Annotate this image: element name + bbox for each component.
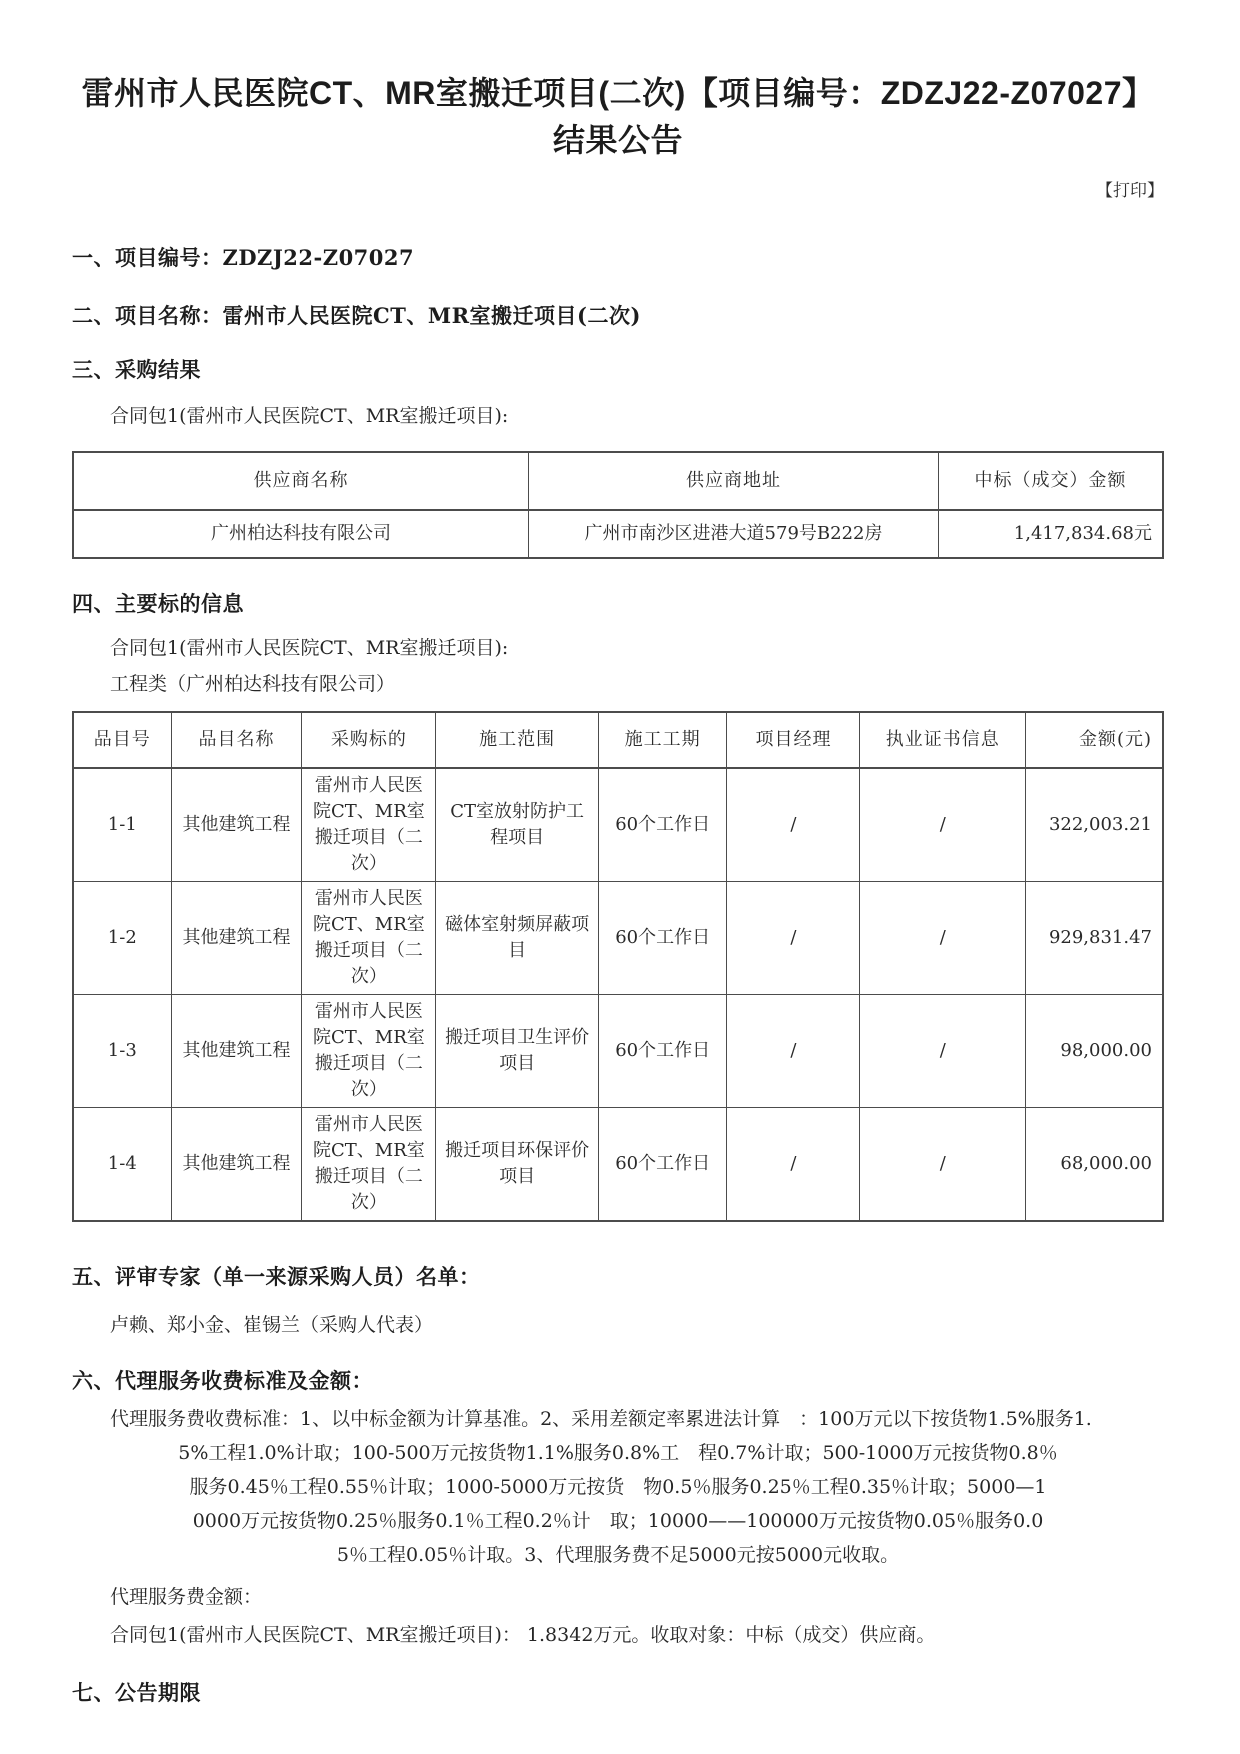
fee-standard-line: 5%工程1.0%计取；100-500万元按货物1.1%服务0.8%工 程0.7%计取；500-1000万元按货物0.8％ — [178, 1442, 1058, 1464]
supplier-result-table — [72, 451, 1164, 559]
contract-package-line: 合同包1(雷州市人民医院CT、MR室搬迁项目): — [110, 405, 509, 427]
section-heading-project-number: 一、项目编号：ZDZJ22-Z07027 — [72, 245, 415, 270]
procurement-target-cell: 雷州市人民医院CT、MR室搬迁项目（二次） — [302, 768, 436, 882]
project-manager-cell: / — [727, 882, 860, 995]
construction-period-cell: 60个工作日 — [598, 768, 727, 882]
supplier-row — [73, 510, 1163, 558]
license-info-cell: / — [860, 995, 1026, 1108]
amount-cell: 929,831.47 — [1026, 882, 1163, 995]
table-header-row — [73, 712, 1163, 768]
bid-item-row — [73, 768, 1163, 882]
supplier-name-header: 供应商名称 — [73, 452, 529, 510]
amount-header: 金额(元) — [1026, 712, 1163, 768]
construction-scope-cell: 搬迁项目卫生评价项目 — [436, 995, 598, 1108]
print-row — [72, 176, 1164, 201]
amount-cell: 322,003.21 — [1026, 768, 1163, 882]
license-info-cell: / — [860, 768, 1026, 882]
section-heading-announcement-period: 七、公告期限 — [72, 1680, 201, 1705]
print-button[interactable]: 【打印】 — [1096, 181, 1164, 201]
supplier-name-cell: 广州柏达科技有限公司 — [73, 510, 529, 558]
project-manager-cell: / — [727, 768, 860, 882]
construction-scope-cell: 磁体室射频屏蔽项目 — [436, 882, 598, 995]
amount-cell: 98,000.00 — [1026, 995, 1163, 1108]
construction-period-header: 施工工期 — [598, 712, 727, 768]
license-info-header: 执业证书信息 — [860, 712, 1026, 768]
fee-standard-line: 服务0.45％工程0.55％计取；1000-5000万元按货 物0.5％服务0.25％工程0.35％计取；5000—1 — [189, 1476, 1047, 1498]
expert-names-line: 卢赖、郑小金、崔锡兰（采购人代表） — [110, 1314, 434, 1336]
license-info-cell: / — [860, 882, 1026, 995]
item-no-cell: 1-1 — [73, 768, 171, 882]
item-name-cell: 其他建筑工程 — [171, 1108, 302, 1222]
project-manager-cell: / — [727, 1108, 860, 1222]
procurement-target-cell: 雷州市人民医院CT、MR室搬迁项目（二次） — [302, 995, 436, 1108]
section-heading-expert-list: 五、评审专家（单一来源采购人员）名单： — [72, 1264, 481, 1289]
page-title — [72, 70, 1164, 164]
procurement-target-cell: 雷州市人民医院CT、MR室搬迁项目（二次） — [302, 1108, 436, 1222]
construction-period-cell: 60个工作日 — [598, 1108, 727, 1222]
section-heading-bid-target-info: 四、主要标的信息 — [72, 591, 244, 616]
item-name-cell: 其他建筑工程 — [171, 995, 302, 1108]
fee-standard-line: 代理服务费收费标准：1、以中标金额为计算基准。2、采用差额定率累进法计算 ：100万元以下按货物1.5%服务1. — [110, 1408, 1092, 1430]
project-manager-header: 项目经理 — [727, 712, 860, 768]
agency-fee-amount-line: 合同包1(雷州市人民医院CT、MR室搬迁项目)： 1.8342万元。收取对象：中标（成交）供应商。 — [110, 1624, 936, 1646]
construction-period-cell: 60个工作日 — [598, 882, 727, 995]
fee-standard-line: 0000万元按货物0.25％服务0.1％工程0.2％计 取；10000——100000万元按货物0.05％服务0.0 — [192, 1510, 1044, 1532]
agency-fee-standard-paragraph — [72, 1402, 1164, 1572]
construction-period-cell: 60个工作日 — [598, 995, 727, 1108]
supplier-address-cell: 广州市南沙区进港大道579号B222房 — [529, 510, 939, 558]
item-name-cell: 其他建筑工程 — [171, 882, 302, 995]
item-no-cell: 1-2 — [73, 882, 171, 995]
item-no-header: 品目号 — [73, 712, 171, 768]
bid-amount-header: 中标（成交）金额 — [938, 452, 1163, 510]
item-no-cell: 1-4 — [73, 1108, 171, 1222]
section-heading-project-name: 二、项目名称：雷州市人民医院CT、MR室搬迁项目(二次) — [72, 303, 641, 328]
bid-target-table — [72, 711, 1164, 1222]
category-line: 工程类（广州柏达科技有限公司） — [110, 673, 396, 695]
item-name-header: 品目名称 — [171, 712, 302, 768]
fee-standard-line: 5％工程0.05％计取。3、代理服务费不足5000元按5000元收取。 — [336, 1544, 900, 1566]
license-info-cell: / — [860, 1108, 1026, 1222]
procurement-target-cell: 雷州市人民医院CT、MR室搬迁项目（二次） — [302, 882, 436, 995]
page-title-line1: 雷州市人民医院CT、MR室搬迁项目(二次)【项目编号：ZDZJ22-Z07027】 — [81, 75, 1155, 111]
procurement-target-header: 采购标的 — [302, 712, 436, 768]
bid-item-row — [73, 882, 1163, 995]
contract-package-line: 合同包1(雷州市人民医院CT、MR室搬迁项目): — [110, 637, 509, 659]
supplier-address-header: 供应商地址 — [529, 452, 939, 510]
construction-scope-cell: CT室放射防护工程项目 — [436, 768, 598, 882]
project-manager-cell: / — [727, 995, 860, 1108]
construction-scope-cell: 搬迁项目环保评价项目 — [436, 1108, 598, 1222]
table-header-row — [73, 452, 1163, 510]
page-title-line2: 结果公告 — [552, 122, 683, 158]
item-no-cell: 1-3 — [73, 995, 171, 1108]
section-heading-agency-fee: 六、代理服务收费标准及金额： — [72, 1368, 373, 1393]
bid-item-row — [73, 995, 1163, 1108]
bid-item-row — [73, 1108, 1163, 1222]
amount-cell: 68,000.00 — [1026, 1108, 1163, 1222]
item-name-cell: 其他建筑工程 — [171, 768, 302, 882]
section-heading-procurement-result: 三、采购结果 — [72, 357, 201, 382]
agency-fee-amount-label: 代理服务费金额： — [110, 1586, 263, 1608]
construction-scope-header: 施工范围 — [436, 712, 598, 768]
bid-amount-cell: 1,417,834.68元 — [938, 510, 1163, 558]
